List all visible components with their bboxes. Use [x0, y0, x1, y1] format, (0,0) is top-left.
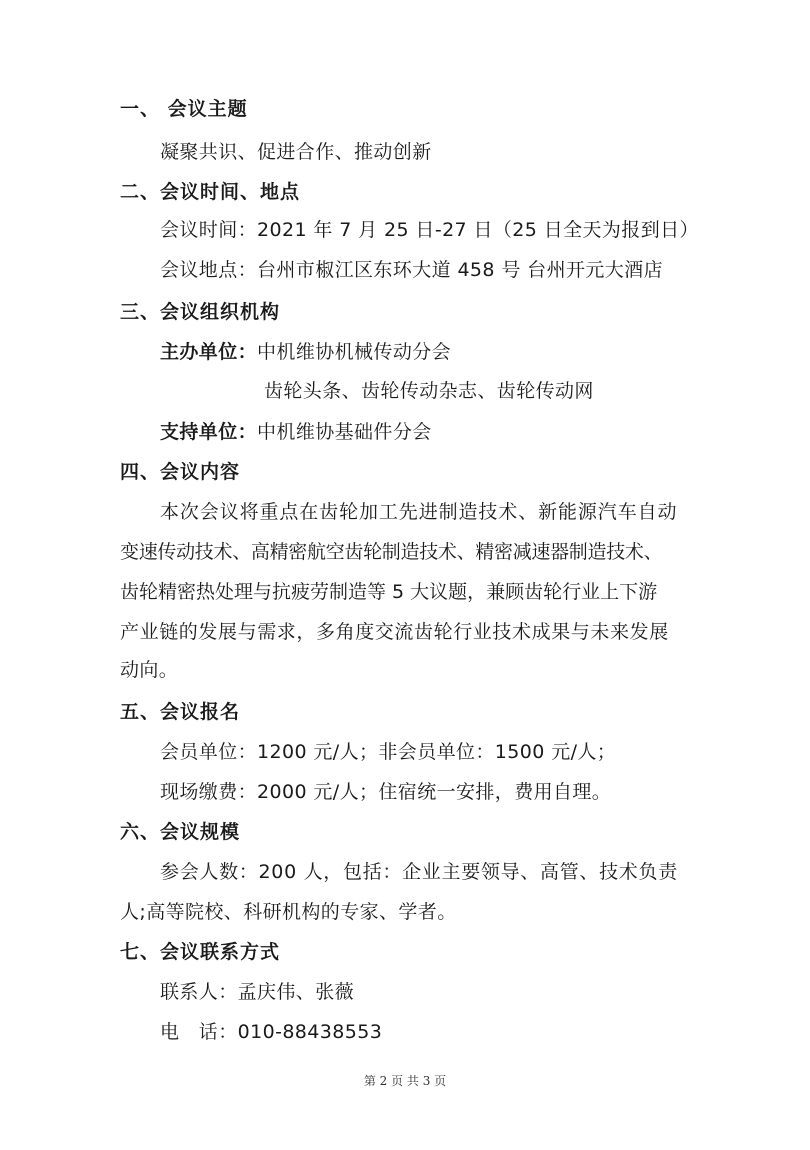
host-label: 主办单位：: [160, 341, 258, 363]
support-value: 中机维协基础件分会: [257, 421, 432, 443]
content-line: 齿轮精密热处理与抗疲劳制造等 5 大议题，兼顾齿轮行业上下游: [120, 581, 658, 603]
section-heading-organizers: 三、会议组织机构: [120, 301, 281, 323]
host-row: [160, 340, 451, 364]
meeting-time: 会议时间：2021 年 7 月 25 日-27 日（25 日全天为报到日）: [160, 219, 699, 241]
meeting-place: 会议地点：台州市椒江区东环大道 458 号 台州开元大酒店: [160, 259, 663, 281]
section-heading-content: 四、会议内容: [120, 461, 241, 483]
content-line: 本次会议将重点在齿轮加工先进制造技术、新能源汽车自动: [160, 501, 678, 523]
contact-phone: 电 话：010-88438553: [160, 1021, 383, 1043]
section-heading-scale: 六、会议规模: [120, 821, 241, 843]
section-heading-theme: 一、 会议主题: [120, 98, 248, 120]
contact-persons: 联系人：孟庆伟、张薇: [160, 981, 355, 1003]
section-heading-time-place: 二、会议时间、地点: [120, 181, 301, 203]
section-heading-registration: 五、会议报名: [120, 701, 241, 723]
page-footer: 第 2 页 共 3 页: [363, 1074, 447, 1088]
theme-text: 凝聚共识、促进合作、推动创新: [160, 141, 432, 163]
host-value-line2: 齿轮头条、齿轮传动杂志、齿轮传动网: [264, 380, 594, 402]
support-label: 支持单位：: [160, 421, 258, 443]
support-row: [160, 420, 432, 444]
attendees-line: 参会人数：200 人，包括：企业主要领导、高管、技术负责: [160, 861, 678, 883]
attendees-line-2: 人;高等院校、科研机构的专家、学者。: [120, 901, 457, 923]
content-line: 动向。: [120, 659, 179, 681]
onsite-fee-line: 现场缴费：2000 元/人；住宿统一安排，费用自理。: [160, 781, 612, 803]
content-line: 变速传动技术、高精密航空齿轮制造技术、精密减速器制造技术、: [120, 541, 663, 563]
content-line: 产业链的发展与需求，多角度交流齿轮行业技术成果与未来发展: [120, 621, 669, 643]
registration-fee-line: 会员单位：1200 元/人；非会员单位：1500 元/人；: [160, 741, 617, 763]
host-value: 中机维协机械传动分会: [257, 341, 452, 363]
section-heading-contact: 七、会议联系方式: [120, 941, 281, 963]
